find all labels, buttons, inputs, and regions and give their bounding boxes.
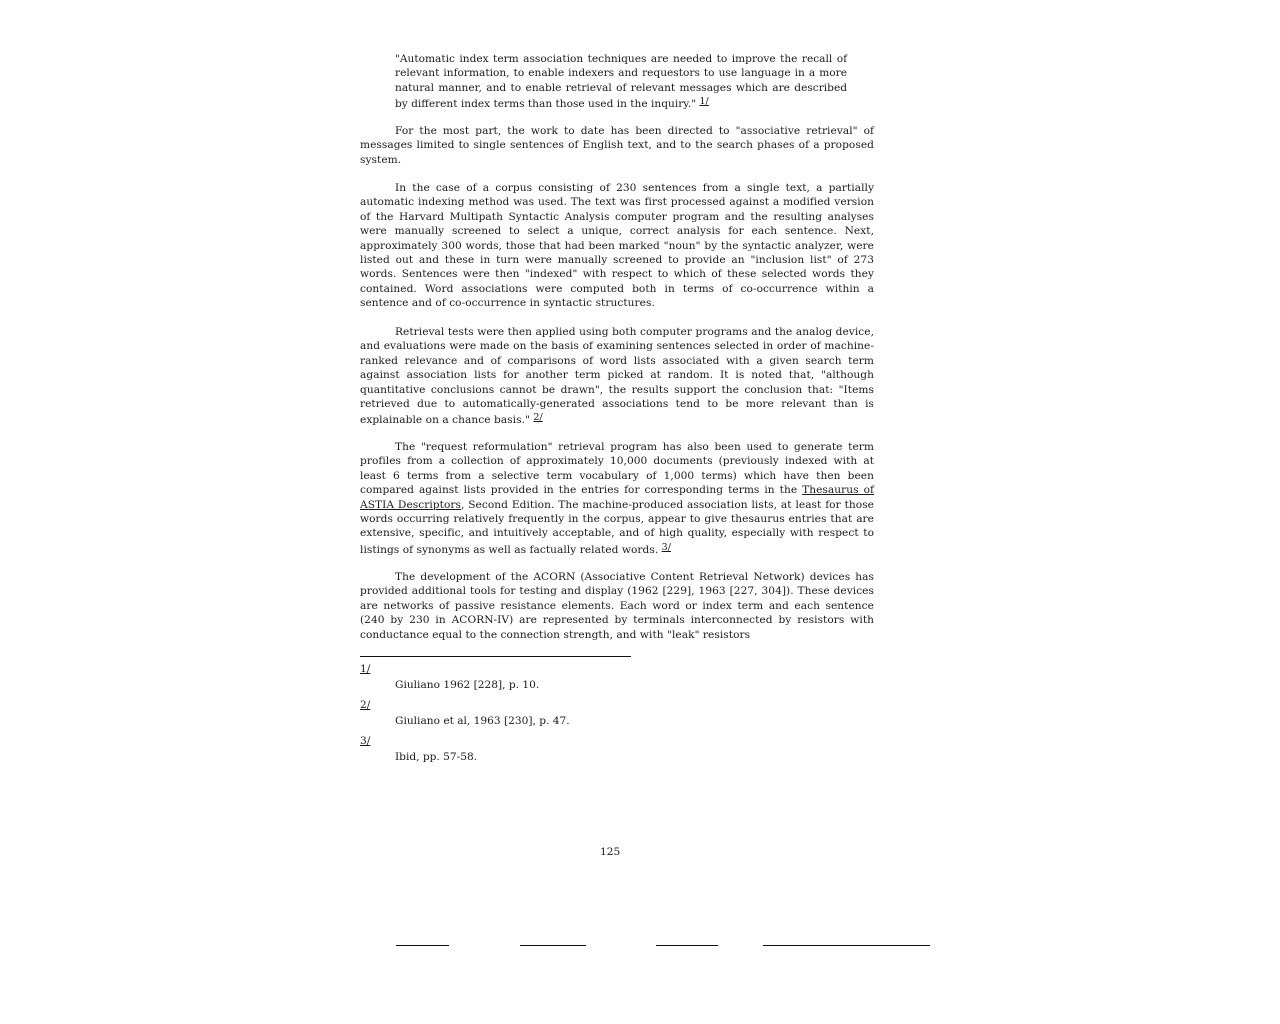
footnote-mark-3: 3/ — [360, 735, 371, 747]
paragraph-text: For the most part, the work to date has been directed to "associative retrieval" of messages limited to single sentences of English text, and to the search phases of a proposed system. — [360, 125, 874, 166]
paragraph-4 — [360, 440, 874, 557]
footnote-ref-1[interactable]: 1/ — [699, 96, 709, 108]
footnote-text-1: Giuliano 1962 [228], p. 10. — [395, 679, 540, 691]
paragraph-3 — [360, 325, 874, 428]
footnote-mark-1: 1/ — [360, 663, 371, 675]
paragraph-text-after: , Second Edition. The machine-produced association lists, at least for those words occurring relatively frequently in the corpus, appear to give thesaurus entries that are extensive, specific, and intuitively acceptable, and of high quality, especially with respect to listings of synonyms as well as factually related words. — [360, 498, 874, 556]
footnote-ref-2[interactable]: 2/ — [533, 412, 543, 424]
page-number: 125 — [600, 846, 621, 858]
footnote-mark-2: 2/ — [360, 699, 371, 711]
footnote-text-3: Ibid, pp. 57-58. — [395, 751, 478, 763]
scan-artifact-line — [520, 945, 586, 946]
footnote-separator — [360, 656, 631, 657]
footnote-ref-3[interactable]: 3/ — [661, 541, 672, 553]
thesaurus-title: Thesaurus of ASTIA Descriptors — [360, 484, 874, 511]
quote-text: "Automatic index term association techniques are needed to improve the recall of relevant information, to enable indexers and requestors to use language in a more natural manner, and to enable retrieval of relevant messages which are described by different index terms than those used in the inquiry." — [395, 53, 847, 111]
paragraph-2 — [360, 181, 874, 311]
paragraph-text: Retrieval tests were then applied using both computer programs and the analog device, and evaluations were made on the basis of examining sentences selected in order of machine-ranked relevance and of comparisons of word lists associated with a given search term against association lists for another term picked at random. It is noted that, "although quantitative conclusions cannot be drawn", the results support the conclusion that: "Items retrieved due to automatically-generated associations tend to be more relevant than is explainable on a chance basis." — [360, 326, 874, 427]
paragraph-1 — [360, 124, 874, 167]
footnote-text-2: Giuliano et al, 1963 [230], p. 47. — [395, 715, 570, 727]
scan-artifact-line — [396, 945, 449, 946]
paragraph-text-before: The "request reformulation" retrieval program has also been used to generate term profiles from a collection of approximately 10,000 documents (previously indexed with at least 6 terms from a selective term vocabulary of 1,000 terms) which have then been compared against lists provided in the entries for corresponding terms in the — [360, 441, 874, 497]
scan-artifact-line — [656, 945, 718, 946]
paragraph-text: The development of the ACORN (Associative Content Retrieval Network) devices has provided additional tools for testing and display (1962 [229], 1963 [227, 304]). These devices are networks of passive resistance elements. Each word or index term and each sentence (240 by 230 in ACORN-IV) are represented by terminals interconnected by resistors with conductance equal to the connection strength, and with "leak" resistors — [360, 571, 874, 641]
paragraph-5 — [360, 570, 874, 642]
paragraph-text: In the case of a corpus consisting of 230 sentences from a single text, a partially automatic indexing method was used. The text was first processed against a modified version of the Harvard Multipath Syntactic Analysis computer program and the resulting analyses were manually screened to select a unique, correct analysis for each sentence. Next, approximately 300 words, those that had been marked "noun" by the syntactic analyzer, were listed out and these in turn were manually screened to provide an "inclusion list" of 273 words. Sentences were then "indexed" with respect to which of these selected words they contained. Word associations were computed both in terms of co-occurrence within a sentence and of co-occurrence in syntactic structures. — [360, 182, 874, 310]
block-quote — [395, 52, 847, 112]
scan-artifact-line — [763, 945, 930, 946]
